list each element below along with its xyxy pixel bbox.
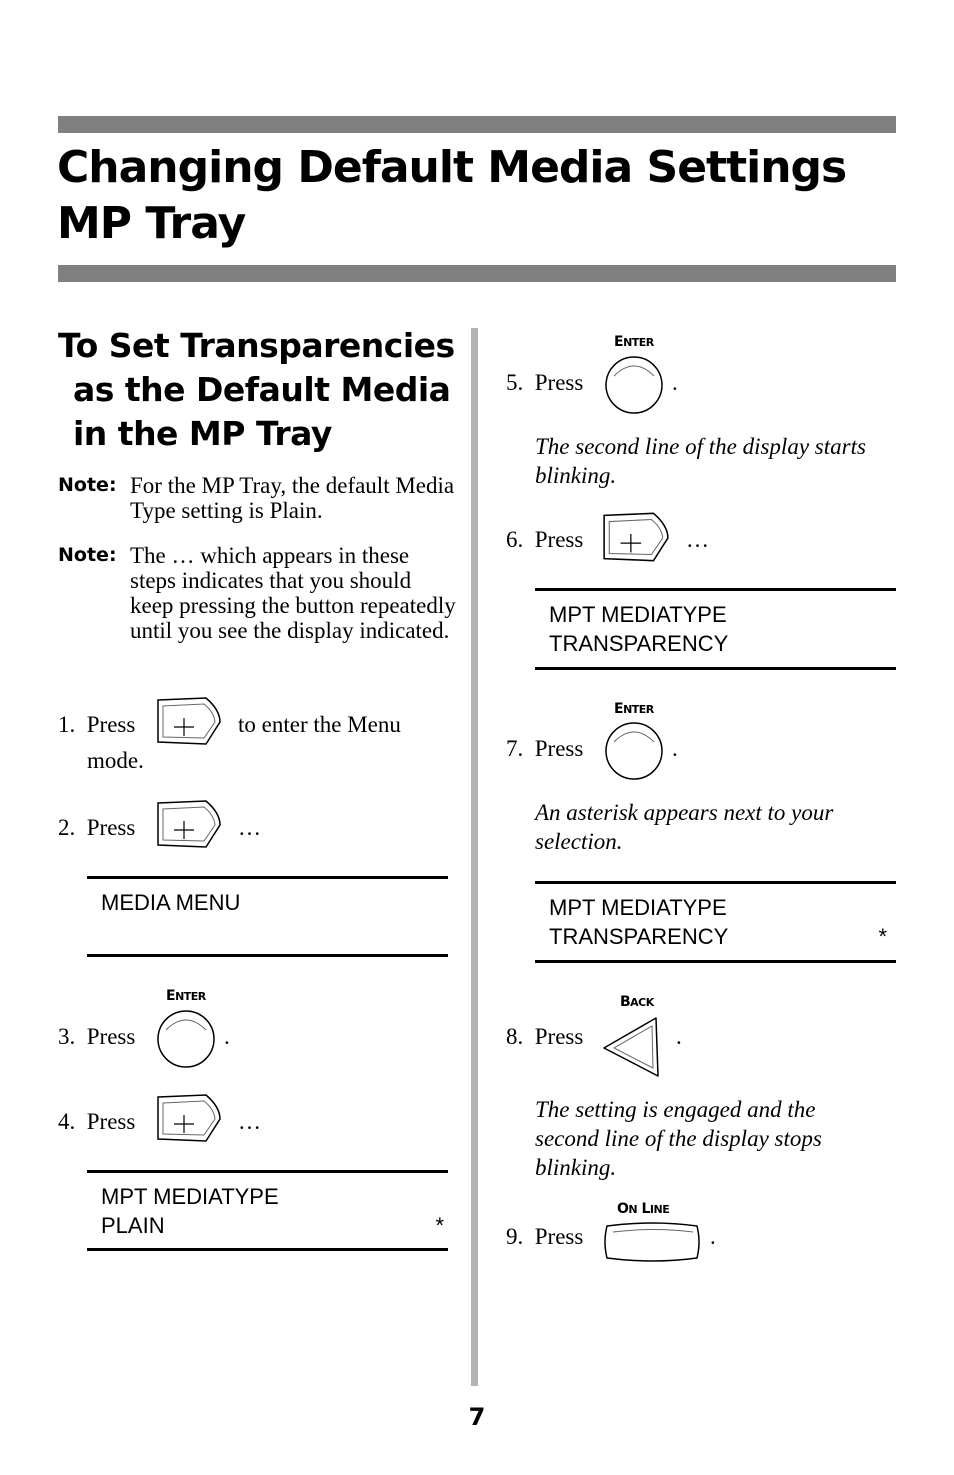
menu-plus-key-icon[interactable] [154,694,224,748]
header-rule-top [58,116,896,133]
step-5-period: . [672,370,678,395]
back-key-label: BACK [620,994,654,1010]
menu-plus-key-icon[interactable] [154,1091,224,1145]
step-5: 5. Press [506,370,584,395]
enter-key-icon[interactable] [154,1008,218,1070]
step-3: 3. Press [58,1024,136,1049]
step-5-result: The second line of the display starts blinking. [535,434,866,488]
enter-key-icon[interactable] [602,354,666,416]
step-9: 9. Press [506,1224,584,1249]
step-4-ellipsis: … [238,1109,261,1134]
display-mediatype-transparency: MPT MEDIATYPE TRANSPARENCY [535,588,896,670]
display-mediatype-transparency-selected: MPT MEDIATYPE TRANSPARENCY * [535,881,896,963]
menu-plus-key-icon[interactable] [600,509,672,565]
step-3-period: . [224,1024,230,1049]
header-rule-bottom [58,265,896,282]
page-title: Changing Default Media Settings MP Tray [57,142,847,249]
section-heading: To Set Transparencies as the Default Media in the MP Tray [58,326,455,453]
selected-marker: * [435,1213,444,1238]
page-number: 7 [468,1403,486,1431]
step-8-period: . [676,1024,682,1049]
enter-key-icon[interactable] [602,720,666,782]
step-8: 8. Press [506,1024,584,1049]
step-4: 4. Press [58,1109,136,1134]
enter-key-label: ENTER [614,334,654,350]
selected-marker: * [878,924,887,949]
step-6-ellipsis: … [686,527,709,552]
step-2-ellipsis: … [238,815,261,840]
step-7-period: . [672,736,678,761]
step-1-instruction-cont: mode. [87,748,144,773]
step-1-instruction: to enter the Menu [238,712,401,737]
enter-key-label: ENTER [166,988,206,1004]
step-2: 2. Press [58,815,136,840]
display-media-menu: MEDIA MENU [87,876,448,957]
menu-plus-key-icon[interactable] [154,797,224,851]
step-8-result: The setting is engaged and the second line of the display stops blinking. [535,1097,822,1180]
enter-key-label: ENTER [614,701,654,717]
column-divider [471,328,478,1386]
step-1: 1. Press [58,712,136,737]
display-mediatype-plain: MPT MEDIATYPE PLAIN * [87,1170,448,1251]
step-6: 6. Press [506,527,584,552]
online-key-icon[interactable] [603,1220,703,1264]
step-7-result: An asterisk appears next to your selection. [535,800,834,854]
online-key-label: ON LINE [617,1201,670,1217]
step-9-period: . [710,1224,716,1249]
back-key-icon[interactable] [600,1014,664,1080]
step-7: 7. Press [506,736,584,761]
